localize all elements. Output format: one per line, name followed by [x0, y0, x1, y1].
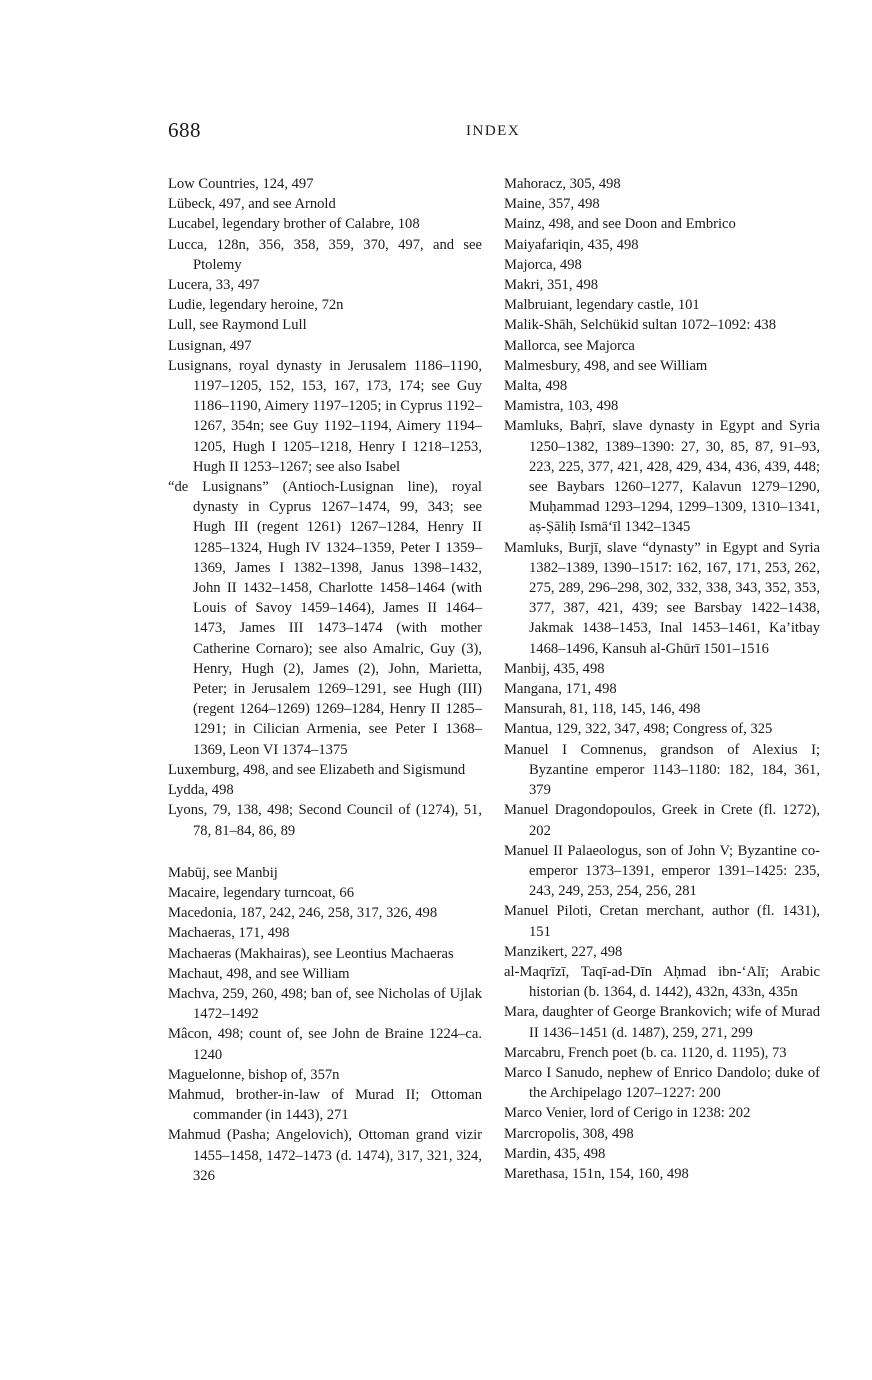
- index-entry: Mantua, 129, 322, 347, 498; Congress of, 325: [504, 721, 773, 738]
- index-entry: Macedonia, 187, 242, 246, 258, 317, 326, 498: [168, 905, 438, 922]
- index-entry: “de Lusignans” (Antioch-Lusignan line), royal dynasty in Cyprus 1267–1474, 99, 343; see Hugh III (regent 1261) 1267–1284, Henry II 1285–1324, Hugh IV 1324–1359, Peter I 1359–1369, James I 1382–1398, Janus 1398–1432, John II 1432–1458, Charlotte 1458–1464 (with Louis of Savoy 1459–1464), James II 1464–1473, James III 1473–1474 (with mother Catherine Cornaro); see also Amalric, Guy (3), Henry, Hugh (2), James (2), John, Marietta, Peter; in Jerusalem 1269–1291, see Hugh (III) (regent 1264–1269) 1269–1284, Henry II 1285–1291; in Cilician Armenia, see Peter I 1368–1369, Leon VI 1374–1375: [168, 479, 482, 758]
- index-entry: Marco I Sanudo, nephew of Enrico Dandolo; duke of the Archipelago 1207–1227: 200: [504, 1064, 820, 1102]
- index-entry: Mahmud (Pasha; Angelovich), Ottoman grand vizir 1455–1458, 1472–1473 (d. 1474), 317, 321, 324, 326: [168, 1127, 482, 1184]
- index-entry: Manuel II Palaeologus, son of John V; Byzantine co-emperor 1373–1391, emperor 1391–1425: 235, 243, 249, 253, 254, 256, 281: [504, 842, 820, 900]
- index-entry: Marcabru, French poet (b. ca. 1120, d. 1195), 73: [504, 1044, 787, 1061]
- index-entry: Machva, 259, 260, 498; ban of, see Nicholas of Ujlak 1472–1492: [168, 985, 482, 1023]
- index-column-left: [168, 174, 482, 1186]
- index-entry: Manuel I Comnenus, grandson of Alexius I; Byzantine emperor 1143–1180: 182, 184, 361, 379: [504, 741, 820, 799]
- index-entry: Mahmud, brother-in-law of Murad II; Ottoman commander (in 1443), 271: [168, 1086, 482, 1124]
- index-entry: Mamluks, Burjī, slave “dynasty” in Egypt and Syria 1382–1389, 1390–1517: 162, 167, 171, 253, 262, 275, 289, 296–298, 302, 332, 338, 343, 352, 353, 377, 387, 421, 439; see Barsbay 1422–1438, Jakmak 1438–1453, Inal 1453–1461, Ka’itbay 1468–1496, Kansuh al-Ghūrī 1501–1516: [504, 539, 820, 657]
- index-entry: Manuel Piloti, Cretan merchant, author (fl. 1431), 151: [504, 903, 820, 940]
- index-entry: Mansurah, 81, 118, 145, 146, 498: [504, 701, 701, 718]
- index-entry: Ludie, legendary heroine, 72n: [168, 297, 344, 314]
- index-entry: Mangana, 171, 498: [504, 681, 617, 698]
- index-entry: Mara, daughter of George Brankovich; wife of Murad II 1436–1451 (d. 1487), 259, 271, 299: [504, 1004, 820, 1041]
- index-entry: Machaeras, 171, 498: [168, 925, 290, 942]
- index-entry: Lucera, 33, 497: [168, 277, 260, 294]
- index-entry: Lusignan, 497: [168, 337, 252, 354]
- index-entry: Manbij, 435, 498: [504, 660, 605, 677]
- index-entry: Mardin, 435, 498: [504, 1145, 606, 1162]
- index-entry: Luxemburg, 498, and see Elizabeth and Sigismund: [168, 761, 466, 778]
- index-entry: Mamistra, 103, 498: [504, 398, 619, 415]
- index-entry: Majorca, 498: [504, 256, 582, 273]
- index-column-right: [504, 174, 820, 1184]
- index-entry: Marcropolis, 308, 498: [504, 1125, 634, 1142]
- index-entry: Maiyafariqin, 435, 498: [504, 236, 639, 253]
- index-entry: Lucca, 128n, 356, 358, 359, 370, 497, and see Ptolemy: [168, 236, 482, 273]
- index-entry: Maine, 357, 498: [504, 196, 600, 213]
- index-entry: Mainz, 498, and see Doon and Embrico: [504, 216, 736, 233]
- index-entry: al-Maqrīzī, Taqī-ad-Dīn Aḥmad ibn-‘Alī; Arabic historian (b. 1364, d. 1442), 432n, 433n, 435n: [504, 963, 820, 1001]
- letter-section-gap: [168, 841, 482, 863]
- index-entry: Machaeras (Makhairas), see Leontius Machaeras: [168, 945, 454, 962]
- index-entry: Malbruiant, legendary castle, 101: [504, 297, 700, 314]
- page-number: 688: [168, 118, 201, 142]
- index-entry: Maguelonne, bishop of, 357n: [168, 1066, 340, 1083]
- index-entry: Mamluks, Baḥrī, slave dynasty in Egypt and Syria 1250–1382, 1389–1390: 27, 30, 85, 87, 91–93, 223, 225, 377, 421, 428, 429, 434, 436, 439, 448; see Baybars 1260–1277, Kalavun 1279–1290, Muḥammad 1293–1294, 1299–1309, 1310–1341, aṣ-Ṣāliḥ Ismā‘īl 1342–1345: [504, 418, 820, 536]
- index-entry: Marethasa, 151n, 154, 160, 498: [504, 1165, 689, 1182]
- index-entry: Macaire, legendary turncoat, 66: [168, 884, 354, 901]
- index-entry: Malmesbury, 498, and see William: [504, 357, 708, 374]
- index-entry: Lübeck, 497, and see Arnold: [168, 196, 336, 213]
- index-entry: Mâcon, 498; count of, see John de Braine 1224–ca. 1240: [168, 1026, 482, 1063]
- index-entry: Mallorca, see Majorca: [504, 337, 635, 354]
- index-entry: Malta, 498: [504, 378, 568, 395]
- index-entry: Lusignans, royal dynasty in Jerusalem 1186–1190, 1197–1205, 152, 153, 167, 173, 174; see Guy 1186–1190, Aimery 1197–1205; in Cyprus 1192–1267, 354n; see Guy 1192–1194, Aimery 1194–1205, Hugh I 1205–1218, Henry I 1218–1253, Hugh II 1253–1267; see also Isabel: [168, 357, 482, 475]
- index-entry: Lyons, 79, 138, 498; Second Council of (1274), 51, 78, 81–84, 86, 89: [168, 802, 482, 839]
- index-entry: Lucabel, legendary brother of Calabre, 108: [168, 216, 420, 233]
- index-entry: Mahoracz, 305, 498: [504, 176, 621, 192]
- index-entry: Manzikert, 227, 498: [504, 943, 623, 960]
- index-entry: Makri, 351, 498: [504, 277, 599, 294]
- index-entry: Lull, see Raymond Lull: [168, 317, 307, 334]
- running-head: INDEX: [466, 123, 521, 139]
- index-entry: Mabūj, see Manbij: [168, 864, 278, 881]
- index-entry: Marco Venier, lord of Cerigo in 1238: 202: [504, 1105, 751, 1122]
- index-entry: Machaut, 498, and see William: [168, 965, 350, 982]
- index-entry: Low Countries, 124, 497: [168, 176, 314, 192]
- index-entry: Lydda, 498: [168, 782, 234, 799]
- index-entry: Malik-Shāh, Selchükid sultan 1072–1092: 438: [504, 317, 776, 334]
- index-entry: Manuel Dragondopoulos, Greek in Crete (fl. 1272), 202: [504, 802, 820, 839]
